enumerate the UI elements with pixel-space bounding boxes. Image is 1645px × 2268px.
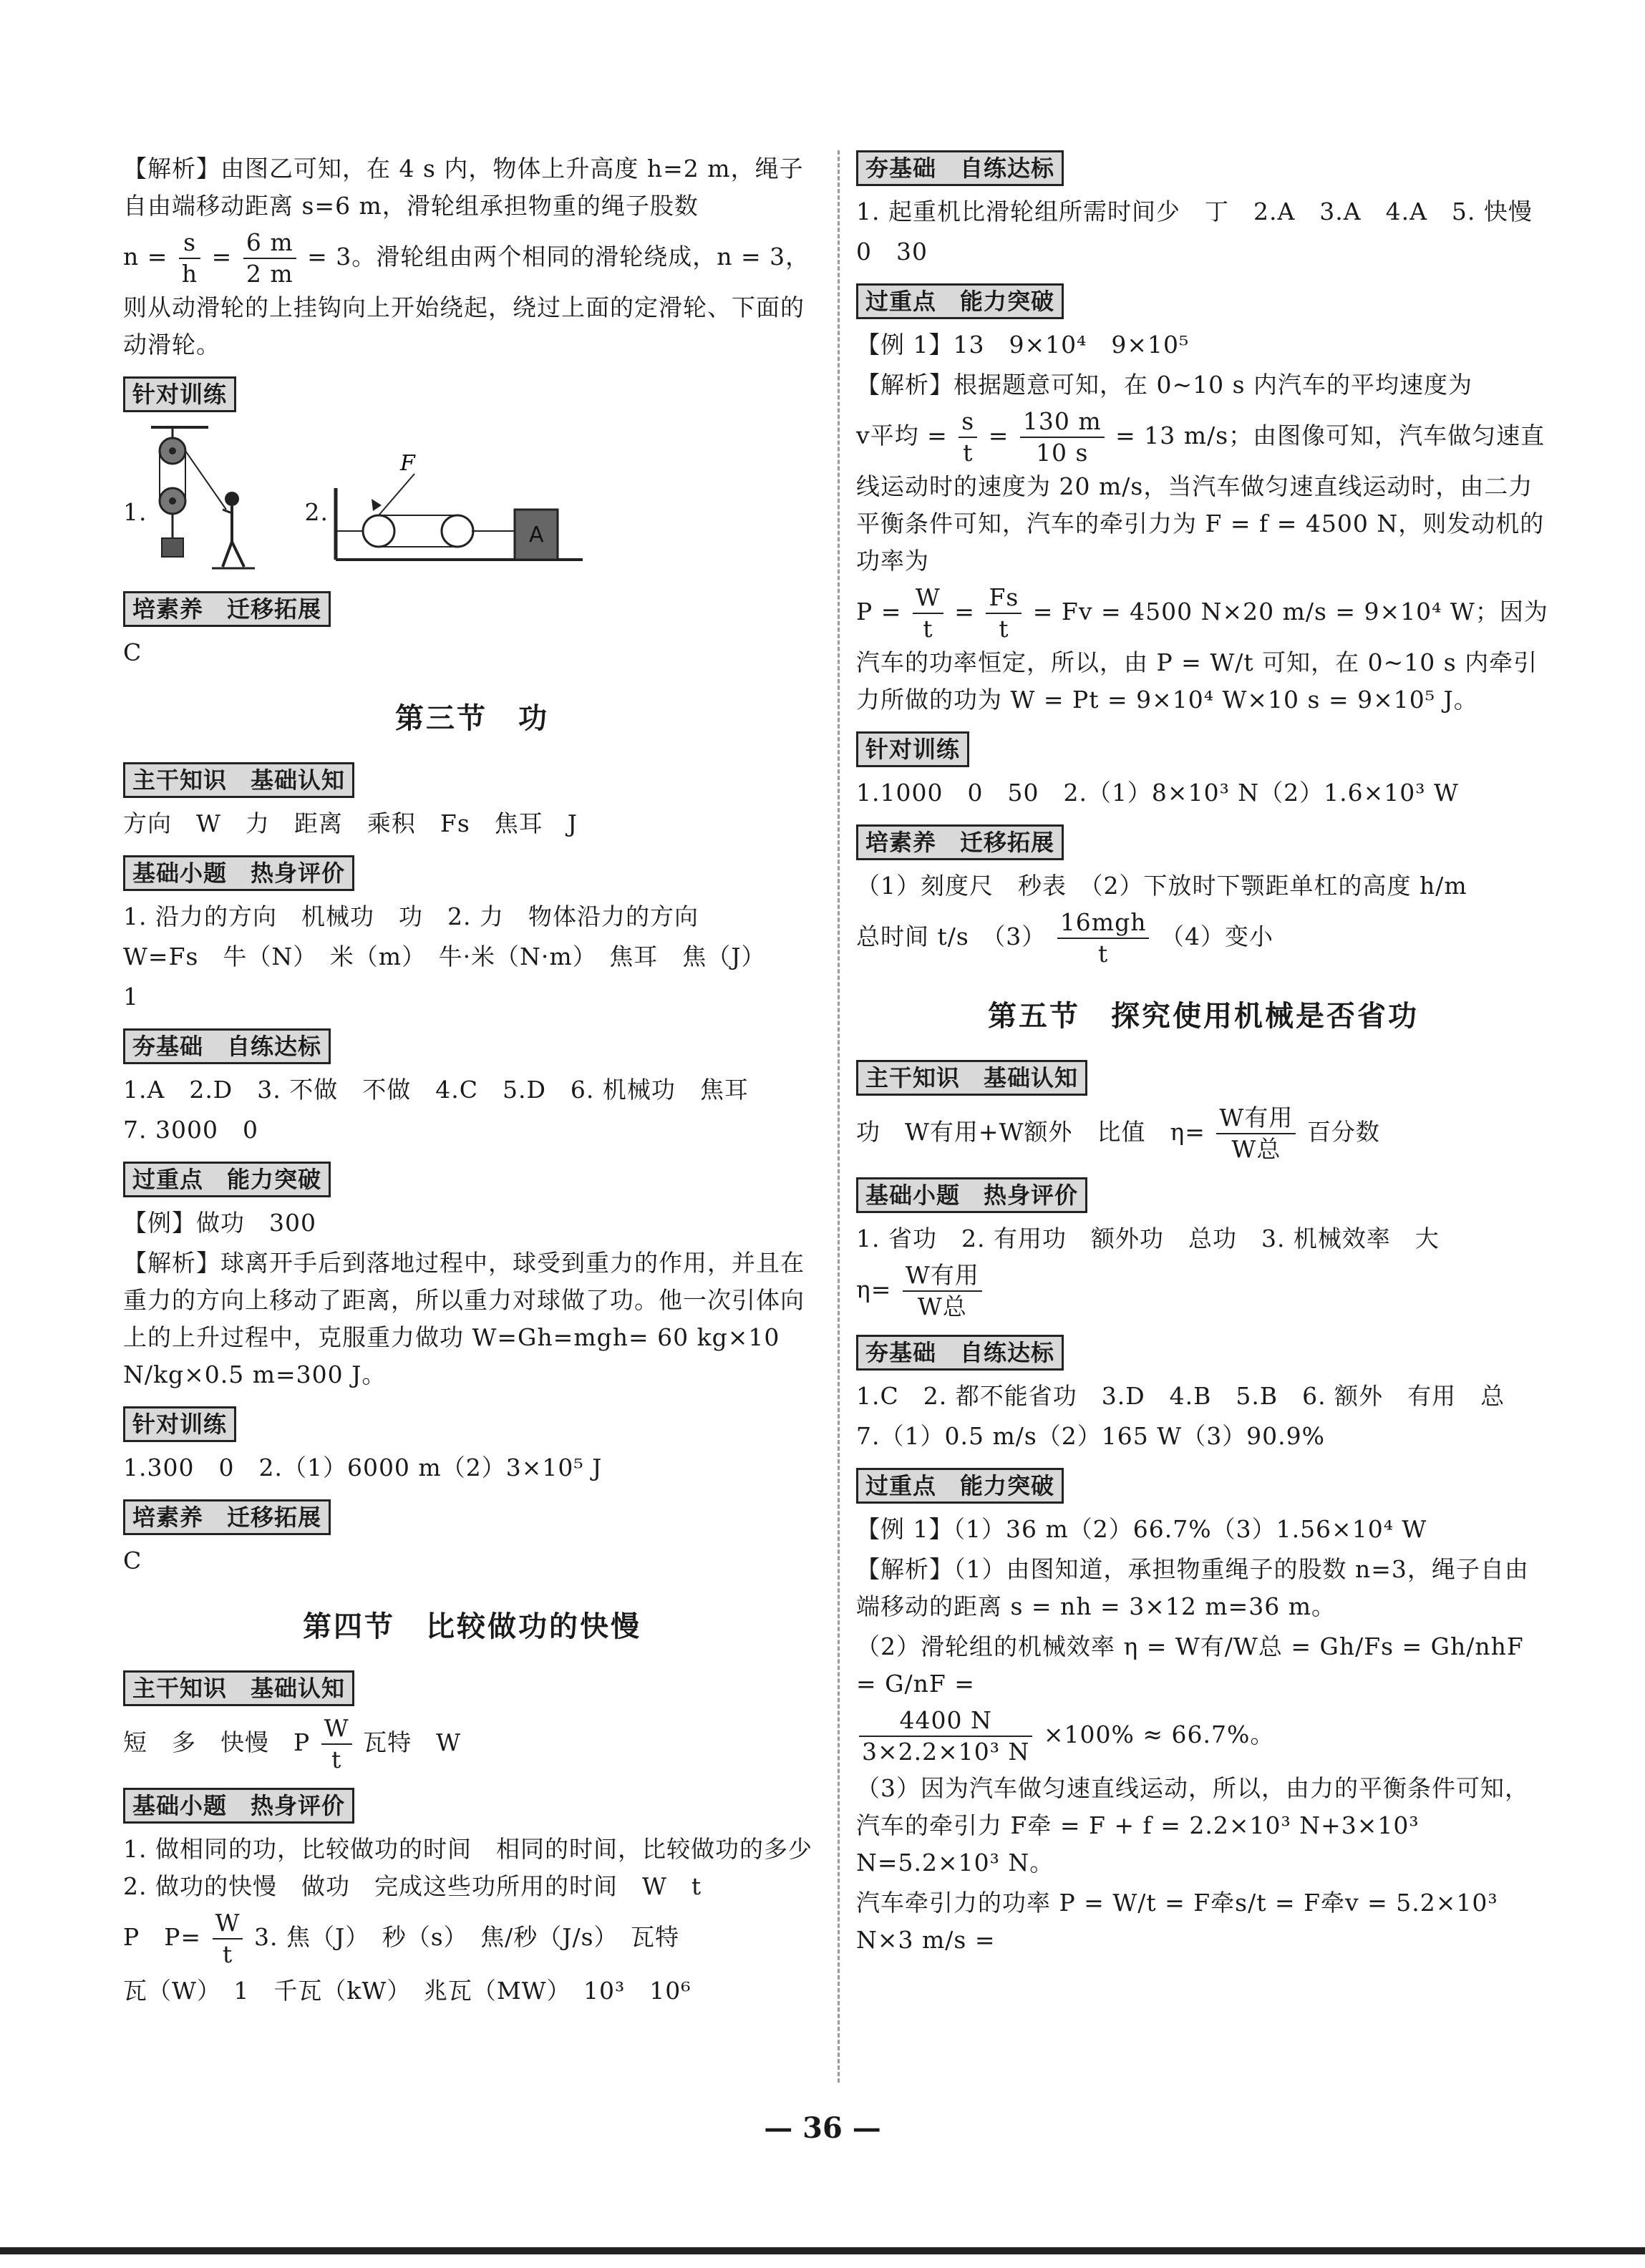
answer-text: 1.C 2. 都不能省功 3.D 4.B 5.B 6. 额外 有用 总: [856, 1382, 1505, 1410]
section-heading: 主干知识 基础认知: [123, 1670, 354, 1706]
numerator: 16mgh: [1057, 907, 1150, 939]
formula-text: P =: [856, 598, 902, 626]
answer-text: 1.300 0 2.（1）6000 m（2）3×10⁵ J: [123, 1454, 603, 1481]
formula-n: n =: [123, 243, 168, 271]
answer-text: 瓦（W） 1 千瓦（kW） 兆瓦（MW） 10³ 10⁶: [123, 1977, 692, 2005]
answer-text: 3. 焦（J） 秒（s） 焦/秒（J/s） 瓦特: [253, 1923, 680, 1951]
answer-text: 1: [123, 983, 139, 1011]
section-heading: 夯基础 自练达标: [123, 1028, 331, 1064]
column-divider: [838, 150, 840, 2083]
lesson-title: 第四节 比较做功的快慢: [303, 1610, 641, 1643]
denominator: W总: [917, 1293, 967, 1320]
formula-text: v平均 =: [856, 422, 948, 449]
formula-line: [856, 1705, 1551, 1767]
numerator: W: [213, 1908, 243, 1940]
fraction: [903, 1260, 982, 1322]
denominator: 10 s: [1036, 439, 1089, 467]
answer-text: 0 30: [856, 238, 928, 266]
answer-text: 1. 起重机比滑轮组所需时间少 丁 2.A 3.A 4.A 5. 快慢: [856, 198, 1533, 225]
analysis-text: = Fv = 4500 N×20 m/s = 9×10⁴ W；因为汽车的功率恒定，所以，由 P = W/t 可知，在 0~10 s 内牵引力所做的功为 W = Pt = 9×10⁴ W×10 s = 9×10⁵ J。: [856, 598, 1548, 714]
block-label: A: [529, 522, 544, 547]
fraction: [1020, 407, 1105, 468]
answer-text: 短 多 快慢 P: [123, 1728, 311, 1756]
section-heading: 针对训练: [123, 376, 236, 412]
page-number: — 36 —: [764, 2111, 881, 2145]
analysis-text: ×100% ≈ 66.7%。: [1043, 1721, 1275, 1748]
fraction: [179, 228, 200, 289]
example-text: 【例】做功 300: [123, 1209, 316, 1237]
answer-text: C: [123, 1547, 142, 1575]
analysis-text: 【解析】根据题意可知，在 0~10 s 内汽车的平均速度为: [856, 371, 1473, 399]
answer-text: W=Fs 牛（N） 米（m） 牛·米（N·m） 焦耳 焦（J）: [123, 943, 766, 970]
fixed-pulley-icon: [363, 515, 394, 547]
analysis-text: = 3。滑轮组由两个相同的滑轮绕成，n = 3，则从动滑轮的上挂钩向上开始绕起，绕过上面的定滑轮、下面的动滑轮。: [123, 243, 810, 359]
section-heading: 培素养 迁移拓展: [123, 591, 331, 627]
section-heading: 过重点 能力突破: [856, 1468, 1064, 1504]
equals: =: [988, 422, 1009, 449]
section-heading: 针对训练: [123, 1406, 236, 1442]
analysis-text: = 13 m/s；由图像可知，汽车做匀速直线运动时的速度为 20 m/s，当汽车做匀速直线运动时，由二力平衡条件可知，汽车的牵引力为 F = f = 4500 N，则发动机的功率为: [856, 422, 1545, 575]
section-heading: 夯基础 自练达标: [856, 150, 1064, 186]
formula-line: P = $\frac{W}{t}$ = $\frac{Fs}{t}$ = Fv = 4500 N×20 m/s = 9×10⁴ W；因为汽车的功率恒定，所以，由 P = W/t 可知，在 0~10 s 内牵引力所做的功为 W = Pt = 9×10⁴ W×10 s = 9×10⁵ J。: [856, 583, 1548, 714]
denominator: 3×2.2×10³ N: [862, 1738, 1030, 1766]
equals: =: [211, 243, 233, 271]
fraction: [986, 583, 1022, 644]
figure-row: [123, 424, 821, 574]
answer-text: C: [123, 638, 142, 666]
fraction: [913, 583, 943, 644]
section-heading: 针对训练: [856, 731, 969, 767]
person-icon: [225, 492, 239, 506]
denominator: t: [923, 615, 933, 643]
answer-line: [123, 1713, 821, 1775]
section-heading: 过重点 能力突破: [856, 283, 1064, 319]
analysis-text: （2）滑轮组的机械效率 η = W有/W总 = Gh/Fs = Gh/nhF = G/nF =: [856, 1632, 1524, 1698]
numerator: s: [959, 407, 977, 438]
answer-line: [856, 1260, 1551, 1322]
analysis-text: 【解析】由图乙可知，在 4 s 内，物体上升高度 h=2 m，绳子自由端移动距离 s=6 m，滑轮组承担物重的绳子股数: [123, 155, 804, 220]
denominator: t: [1098, 940, 1109, 968]
answer-line: [856, 1103, 1551, 1164]
example-text: 【例 1】13 9×10⁴ 9×10⁵: [856, 331, 1190, 359]
lesson-title: 第五节 探究使用机械是否省功: [988, 999, 1419, 1033]
fraction: [213, 1908, 243, 1970]
numerator: W: [321, 1713, 352, 1745]
analysis-text: 【解析】球离开手后到落地过程中，球受到重力的作用，并且在重力的方向上移动了距离，所以重力对球做了功。他一次引体向上的上升过程中，克服重力做功 W=Gh=mgh= 60 kg×10 N/kg×0.5 m=300 J。: [123, 1249, 805, 1388]
analysis-paragraph: [123, 150, 821, 225]
figure-label: 2.: [304, 498, 329, 526]
section-heading: 主干知识 基础认知: [856, 1060, 1087, 1096]
denominator: W总: [1231, 1135, 1281, 1163]
analysis-text: 汽车牵引力的功率 P = W/t = F牵s/t = F牵v = 5.2×10³ N×3 m/s =: [856, 1889, 1498, 1954]
denominator: t: [331, 1746, 342, 1773]
fraction: [1057, 907, 1150, 969]
answer-text: 功 W有用+W额外 比值 η=: [856, 1118, 1205, 1146]
answer-line: [123, 1908, 821, 1970]
numerator: W有用: [903, 1260, 982, 1292]
answer-text: 方向 W 力 距离 乘积 Fs 焦耳 J: [123, 809, 578, 837]
weight-block: [162, 538, 183, 557]
horizontal-pulley-figure: [329, 431, 586, 574]
fraction: [859, 1705, 1032, 1767]
figure-label: 1.: [123, 498, 147, 526]
pulley-figure: [147, 424, 255, 574]
example-text: 【例 1】（1）36 m（2）66.7%（3）1.56×10⁴ W: [856, 1515, 1427, 1543]
analysis-text: 【解析】（1）由图知道，承担物重绳子的股数 n=3，绳子自由端移动的距离 s = nh = 3×12 m=36 m。: [856, 1555, 1529, 1620]
answer-line: [856, 907, 1551, 969]
numerator: W: [913, 583, 943, 614]
formula-line: [856, 407, 1551, 580]
movable-pulley-icon: [442, 515, 473, 547]
answer-text: 1. 沿力的方向 机械功 功 2. 力 物体沿力的方向: [123, 902, 699, 930]
section-heading: 培素养 迁移拓展: [856, 824, 1064, 860]
numerator: Fs: [986, 583, 1022, 614]
formula-line: [123, 228, 821, 364]
section-heading: 基础小题 热身评价: [123, 855, 354, 891]
answer-text: 1. 做相同的功，比较做功的时间 相同的时间，比较做功的多少 2. 做功的快慢 做功 完成这些功所用的时间 W t: [123, 1835, 837, 1900]
section-heading: 夯基础 自练达标: [856, 1335, 1064, 1371]
denominator: h: [181, 260, 198, 288]
section-heading: 过重点 能力突破: [123, 1162, 331, 1197]
answer-text: （1）刻度尺 秒表 （2）下放时下颚距单杠的高度 h/m: [856, 872, 1467, 900]
answer-text: η=: [856, 1275, 892, 1303]
fraction: [243, 228, 296, 289]
numerator: 6 m: [243, 228, 296, 259]
denominator: 2 m: [246, 260, 293, 288]
answer-text: （4）变小: [1160, 923, 1273, 950]
answer-text: P P=: [123, 1923, 202, 1951]
lesson-title: 第三节 功: [395, 701, 549, 735]
section-heading: 培素养 迁移拓展: [123, 1499, 331, 1535]
fraction: [321, 1713, 352, 1775]
answer-text: 总时间 t/s （3）: [856, 923, 1047, 950]
numerator: 4400 N: [859, 1705, 1032, 1737]
analysis-text: （3）因为汽车做匀速直线运动，所以，由力的平衡条件可知，汽车的牵引力 F牵 = F + f = 2.2×10³ N+3×10³ N=5.2×10³ N。: [856, 1774, 1529, 1877]
answer-text: 百分数: [1306, 1118, 1380, 1146]
force-arrow-icon: [372, 499, 382, 511]
section-heading: 主干知识 基础认知: [123, 762, 354, 798]
denominator: t: [963, 439, 974, 467]
answer-text: 1. 省功 2. 有用功 额外功 总功 3. 机械效率 大: [856, 1225, 1440, 1252]
fraction: [959, 407, 977, 468]
denominator: t: [999, 615, 1009, 643]
right-column: [856, 150, 1551, 1962]
numerator: 130 m: [1020, 407, 1105, 438]
force-label: F: [400, 451, 415, 476]
numerator: W有用: [1216, 1103, 1296, 1134]
denominator: t: [222, 1940, 233, 1968]
answer-text: 1.1000 0 50 2.（1）8×10³ N（2）1.6×10³ W: [856, 779, 1459, 807]
numerator: s: [179, 228, 200, 259]
section-heading: 基础小题 热身评价: [123, 1788, 354, 1824]
answer-text: 7.（1）0.5 m/s（2）165 W（3）90.9%: [856, 1422, 1326, 1450]
answer-text: 1.A 2.D 3. 不做 不做 4.C 5.D 6. 机械功 焦耳: [123, 1076, 749, 1104]
fraction: [1216, 1103, 1296, 1164]
answer-text: 瓦特 W: [363, 1728, 462, 1756]
section-heading: 基础小题 热身评价: [856, 1177, 1087, 1213]
answer-text: 7. 3000 0: [123, 1116, 258, 1144]
bottom-bar: [0, 2247, 1645, 2254]
left-column: [123, 150, 837, 2013]
